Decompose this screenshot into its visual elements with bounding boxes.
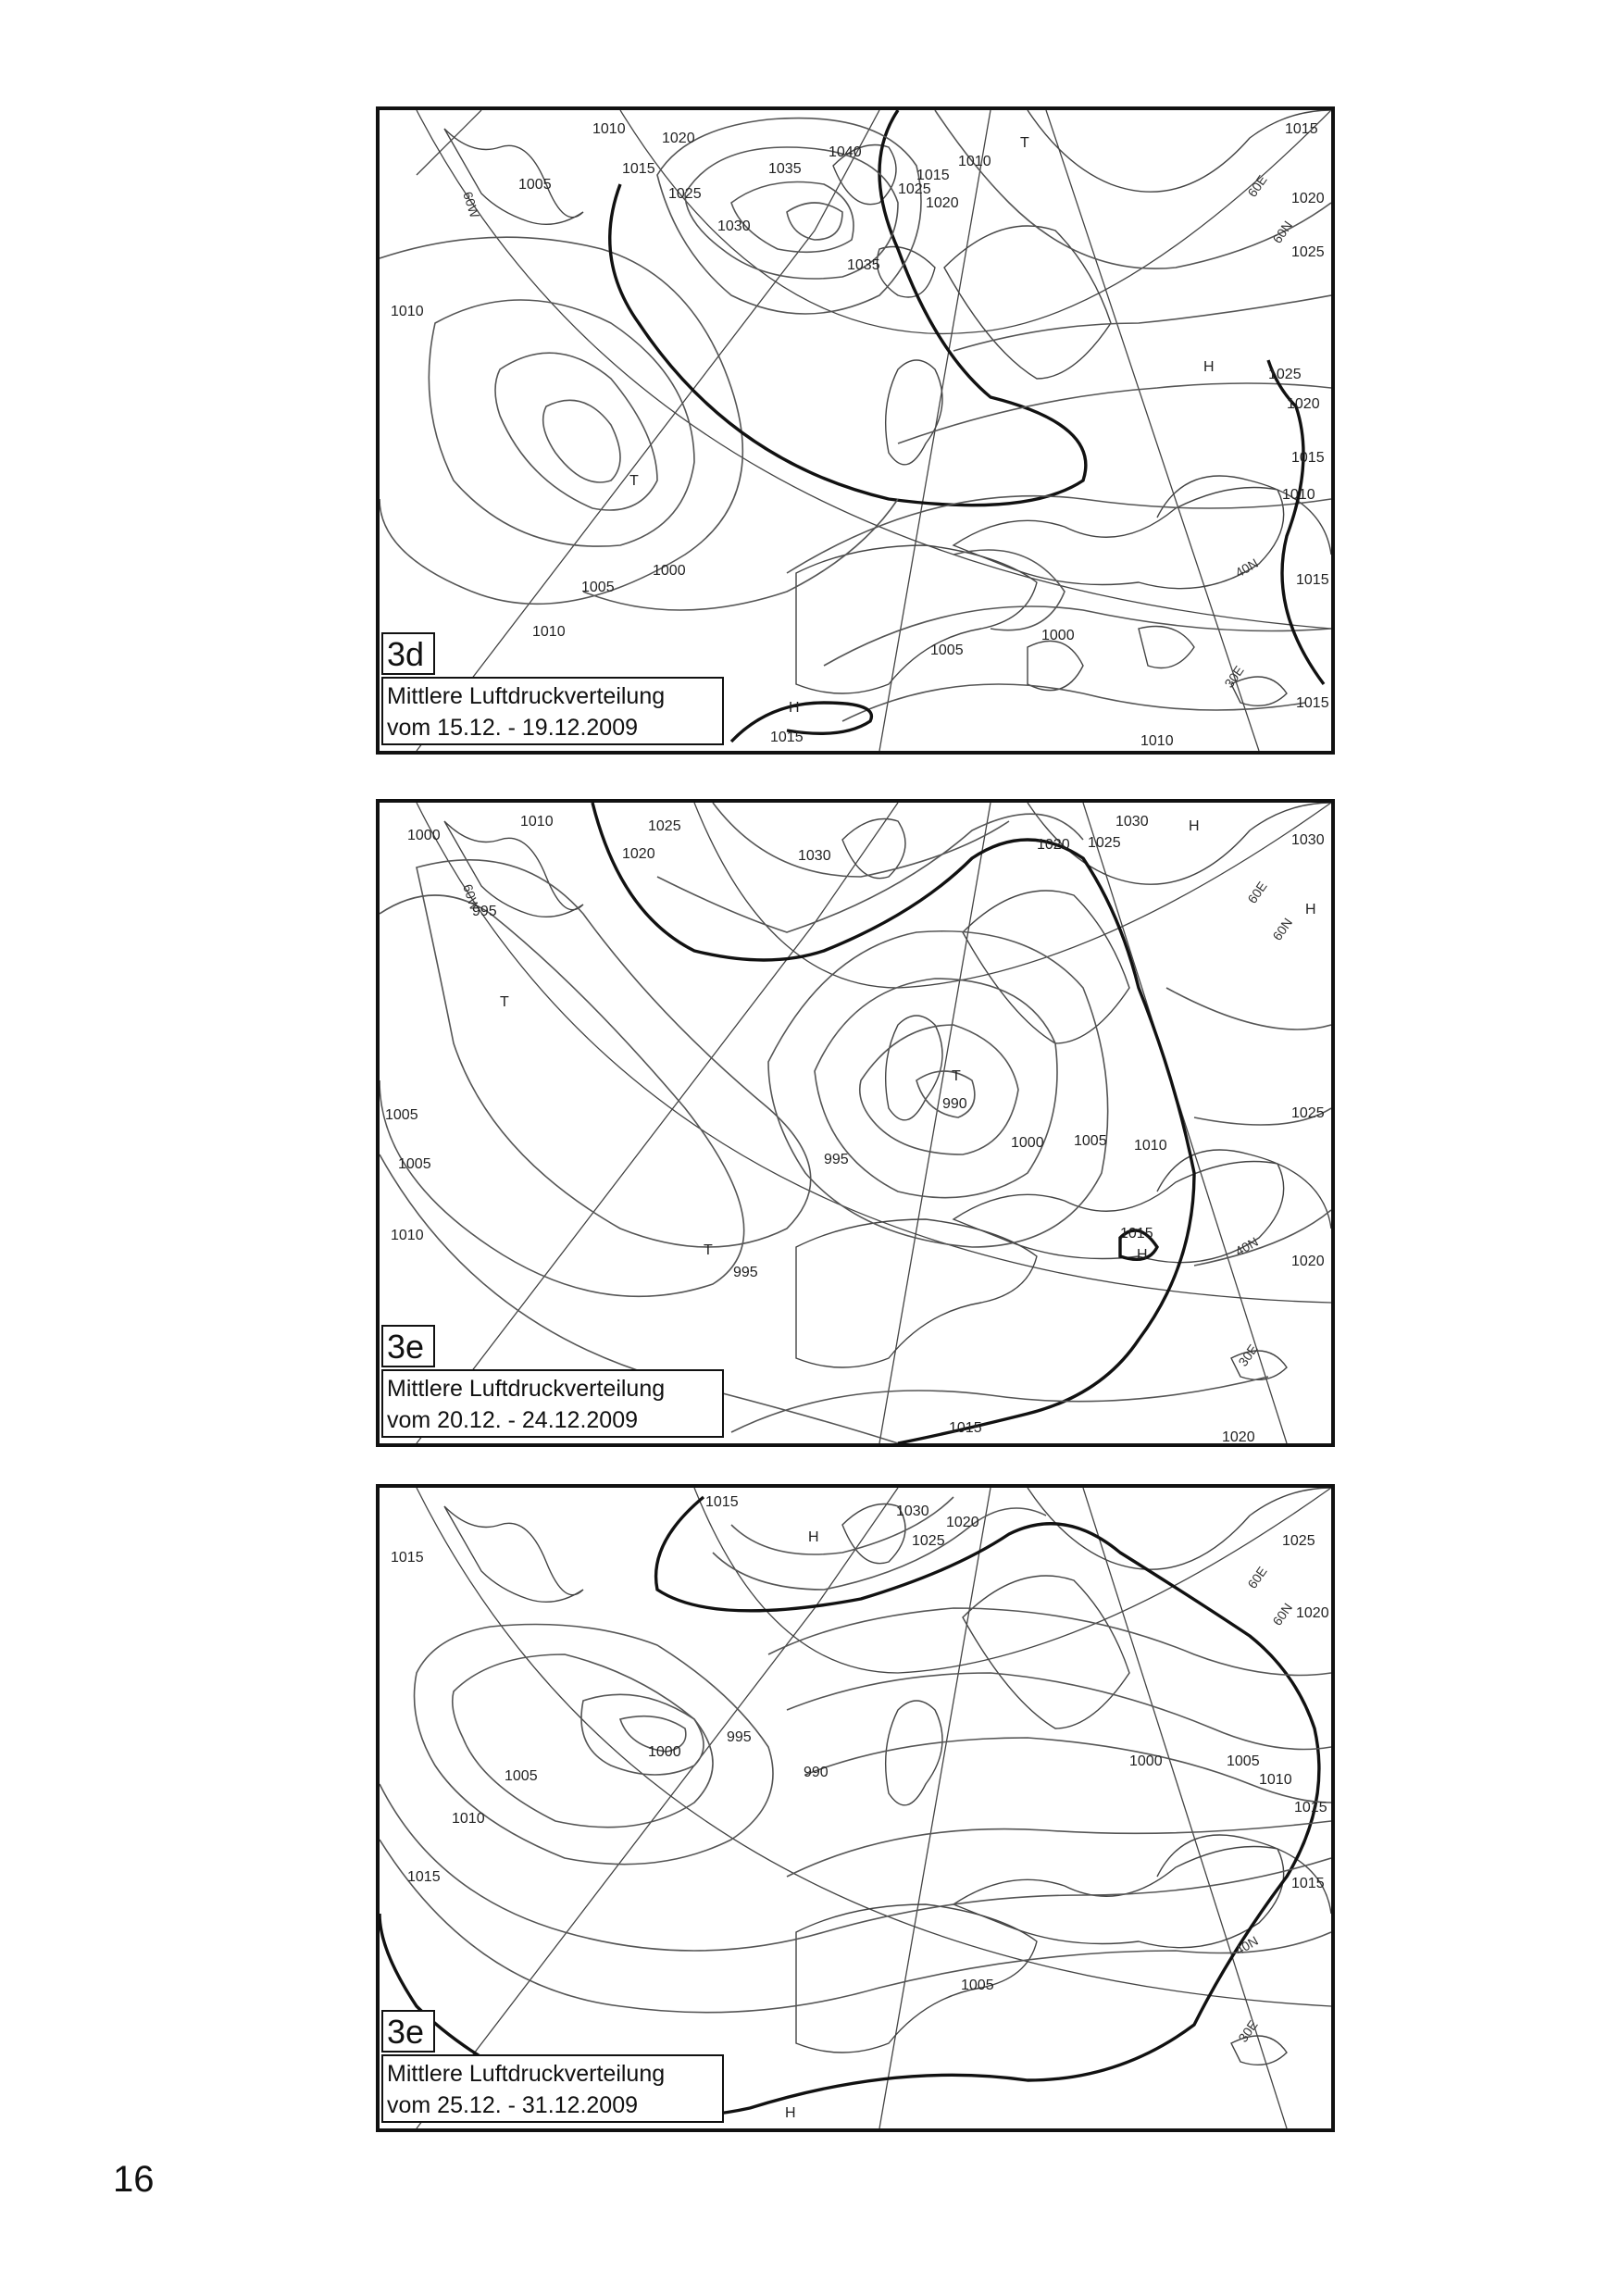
isobar-label: 1005 (930, 643, 964, 658)
lat-lon-grid (417, 1488, 1331, 2128)
isobar-label: 1025 (1282, 1533, 1315, 1549)
isobar-label: 1010 (958, 154, 991, 169)
isobar-label: 1010 (520, 814, 554, 830)
isobar-label: 1010 (1134, 1138, 1167, 1154)
isobar-label: 1030 (717, 218, 751, 234)
isobar-label: 1015 (1285, 121, 1318, 137)
isobar-label: 1025 (1291, 244, 1325, 260)
isobar-label: 1010 (452, 1811, 485, 1827)
isobar-label: 995 (472, 904, 497, 919)
isobar-label: 1025 (1291, 1105, 1325, 1121)
isobar-label: 1030 (798, 848, 831, 864)
pressure-map (380, 110, 1331, 751)
isobar-label: 1005 (581, 580, 615, 595)
isobar-label: 1010 (592, 121, 626, 137)
isobar-label: 1005 (1074, 1133, 1107, 1149)
high-pressure-center: H (789, 700, 800, 716)
pressure-centers (785, 1529, 819, 2121)
isobar-label: 1010 (1282, 487, 1315, 503)
isobar-label: 1015 (770, 730, 804, 745)
isobar-label: 1015 (1296, 695, 1329, 711)
caption-line-2: vom 15.12. - 19.12.2009 (387, 715, 639, 741)
isobar-label: 1015 (407, 1869, 441, 1885)
isobar-label: 1020 (1291, 191, 1325, 206)
grid-label: 60N (1269, 915, 1296, 943)
isobar-label: 1020 (946, 1515, 979, 1530)
isobar-label: 1020 (622, 846, 655, 862)
isobar-label: 1025 (912, 1533, 945, 1549)
high-pressure-center: H (1203, 359, 1215, 375)
isobar-label: 1020 (1222, 1429, 1255, 1443)
grid-label: 60E (1244, 1564, 1270, 1591)
isobar-label: 995 (824, 1152, 849, 1167)
caption-line-1: Mittlere Luftdruckverteilung (387, 1376, 666, 1402)
low-pressure-center: T (500, 994, 509, 1010)
panel-id-label: 3e (381, 1325, 435, 1367)
high-pressure-center: H (808, 1529, 819, 1545)
panel-id-label: 3e (381, 2010, 435, 2053)
isobar-label: 1000 (653, 563, 686, 579)
panel-caption (381, 1369, 724, 1438)
isobar-label: 1025 (1088, 835, 1121, 851)
isobar-label: 1000 (1011, 1135, 1044, 1151)
isobar-label: 1025 (1268, 367, 1302, 382)
isobars (380, 110, 1331, 742)
isobars (380, 1497, 1331, 2116)
page-number: 16 (113, 2159, 155, 2200)
high-pressure-center: H (785, 2105, 796, 2121)
isobar-label: 1010 (391, 1228, 424, 1243)
isobar-label: 1015 (622, 161, 655, 177)
isobar-label: 1020 (1037, 837, 1070, 853)
isobar-label: 1030 (1291, 832, 1325, 848)
isobar-label: 1010 (1259, 1772, 1292, 1788)
grid-label: 60E (1244, 172, 1270, 200)
isobar-label: 1020 (926, 195, 959, 211)
isobar-label: 1010 (1140, 733, 1174, 749)
isobar-label: 1015 (916, 168, 950, 183)
grid-label: 60W (460, 881, 483, 913)
isobar-label: 990 (942, 1096, 967, 1112)
isobar-label: 1010 (532, 624, 566, 640)
map-panel-3d (376, 106, 1335, 755)
isobar-label: 1025 (898, 181, 931, 197)
low-pressure-center: T (952, 1068, 961, 1084)
isobar-label: 1020 (1296, 1605, 1329, 1621)
high-pressure-center: H (1189, 818, 1200, 834)
grid-label: 60E (1244, 879, 1270, 906)
caption-line-2: vom 20.12. - 24.12.2009 (387, 1407, 639, 1433)
isobar-label: 1020 (1291, 1254, 1325, 1269)
isobar-label: 1005 (398, 1156, 431, 1172)
isobar-label: 1035 (768, 161, 802, 177)
low-pressure-center: T (704, 1242, 713, 1258)
isobar-label: 990 (804, 1765, 829, 1780)
caption-line-1: Mittlere Luftdruckverteilung (387, 683, 666, 709)
grid-label: 60N (1269, 218, 1296, 246)
grid-label: 40N (1232, 1932, 1261, 1958)
pressure-map (380, 1488, 1331, 2128)
isobar-label: 995 (733, 1265, 758, 1280)
high-pressure-center: H (1305, 902, 1316, 917)
isobar-label: 1015 (1296, 572, 1329, 588)
panel-caption (381, 2054, 724, 2123)
grid-label: 40N (1232, 1233, 1261, 1259)
isobar-label: 1005 (961, 1978, 994, 1993)
lat-lon-grid (417, 110, 1331, 751)
isobar-label: 1000 (1041, 628, 1075, 643)
isobar-label: 995 (727, 1729, 752, 1745)
grid-label: 60N (1269, 1600, 1296, 1628)
isobar-labels (391, 1494, 1329, 1993)
coastlines (444, 110, 1331, 705)
grid-label: 30E (1221, 663, 1247, 691)
map-panel-3e-2 (376, 1484, 1335, 2132)
isobar-label: 1000 (407, 828, 441, 843)
grid-label: 40N (1232, 555, 1261, 580)
caption-line-2: vom 25.12. - 31.12.2009 (387, 2092, 639, 2118)
isobar-label: 1005 (518, 177, 552, 193)
isobar-label: 1035 (847, 257, 880, 273)
low-pressure-center: T (1020, 135, 1029, 151)
coastlines (444, 1488, 1331, 2065)
panel-caption (381, 677, 724, 745)
isobar-label: 1015 (1291, 1876, 1325, 1891)
isobar-label: 1015 (391, 1550, 424, 1566)
isobar-label: 1015 (949, 1420, 982, 1436)
isobar-label: 1000 (1129, 1753, 1163, 1769)
isobars (380, 803, 1331, 1443)
grid-labels (460, 879, 1295, 1369)
isobar-label: 1015 (705, 1494, 739, 1510)
isobar-label: 1015 (1291, 450, 1325, 466)
caption-line-1: Mittlere Luftdruckverteilung (387, 2061, 666, 2087)
isobar-label: 1020 (662, 131, 695, 146)
grid-label: 30E (1235, 1341, 1261, 1369)
isobar-label: 1005 (505, 1768, 538, 1784)
isobar-label: 1015 (1294, 1800, 1327, 1816)
grid-labels (1233, 1564, 1296, 2045)
isobar-label: 1030 (1115, 814, 1149, 830)
low-pressure-center: T (629, 473, 639, 489)
isobar-label: 1020 (1287, 396, 1320, 412)
isobar-label: 1005 (385, 1107, 418, 1123)
high-pressure-center: H (1137, 1247, 1148, 1263)
isobar-label: 1000 (648, 1744, 681, 1760)
panel-id-label: 3d (381, 632, 435, 675)
isobar-label: 1015 (1120, 1226, 1153, 1242)
pressure-map (380, 803, 1331, 1443)
isobar-label: 1005 (1227, 1753, 1260, 1769)
grid-label: 30E (1235, 2017, 1261, 2045)
isobar-label: 1040 (829, 144, 862, 160)
isobar-label: 1025 (648, 818, 681, 834)
isobar-label: 1030 (896, 1504, 929, 1519)
isobar-label: 1010 (391, 304, 424, 319)
map-panel-3e-1 (376, 799, 1335, 1447)
isobar-label: 1025 (668, 186, 702, 202)
grid-label: 60W (460, 189, 483, 220)
